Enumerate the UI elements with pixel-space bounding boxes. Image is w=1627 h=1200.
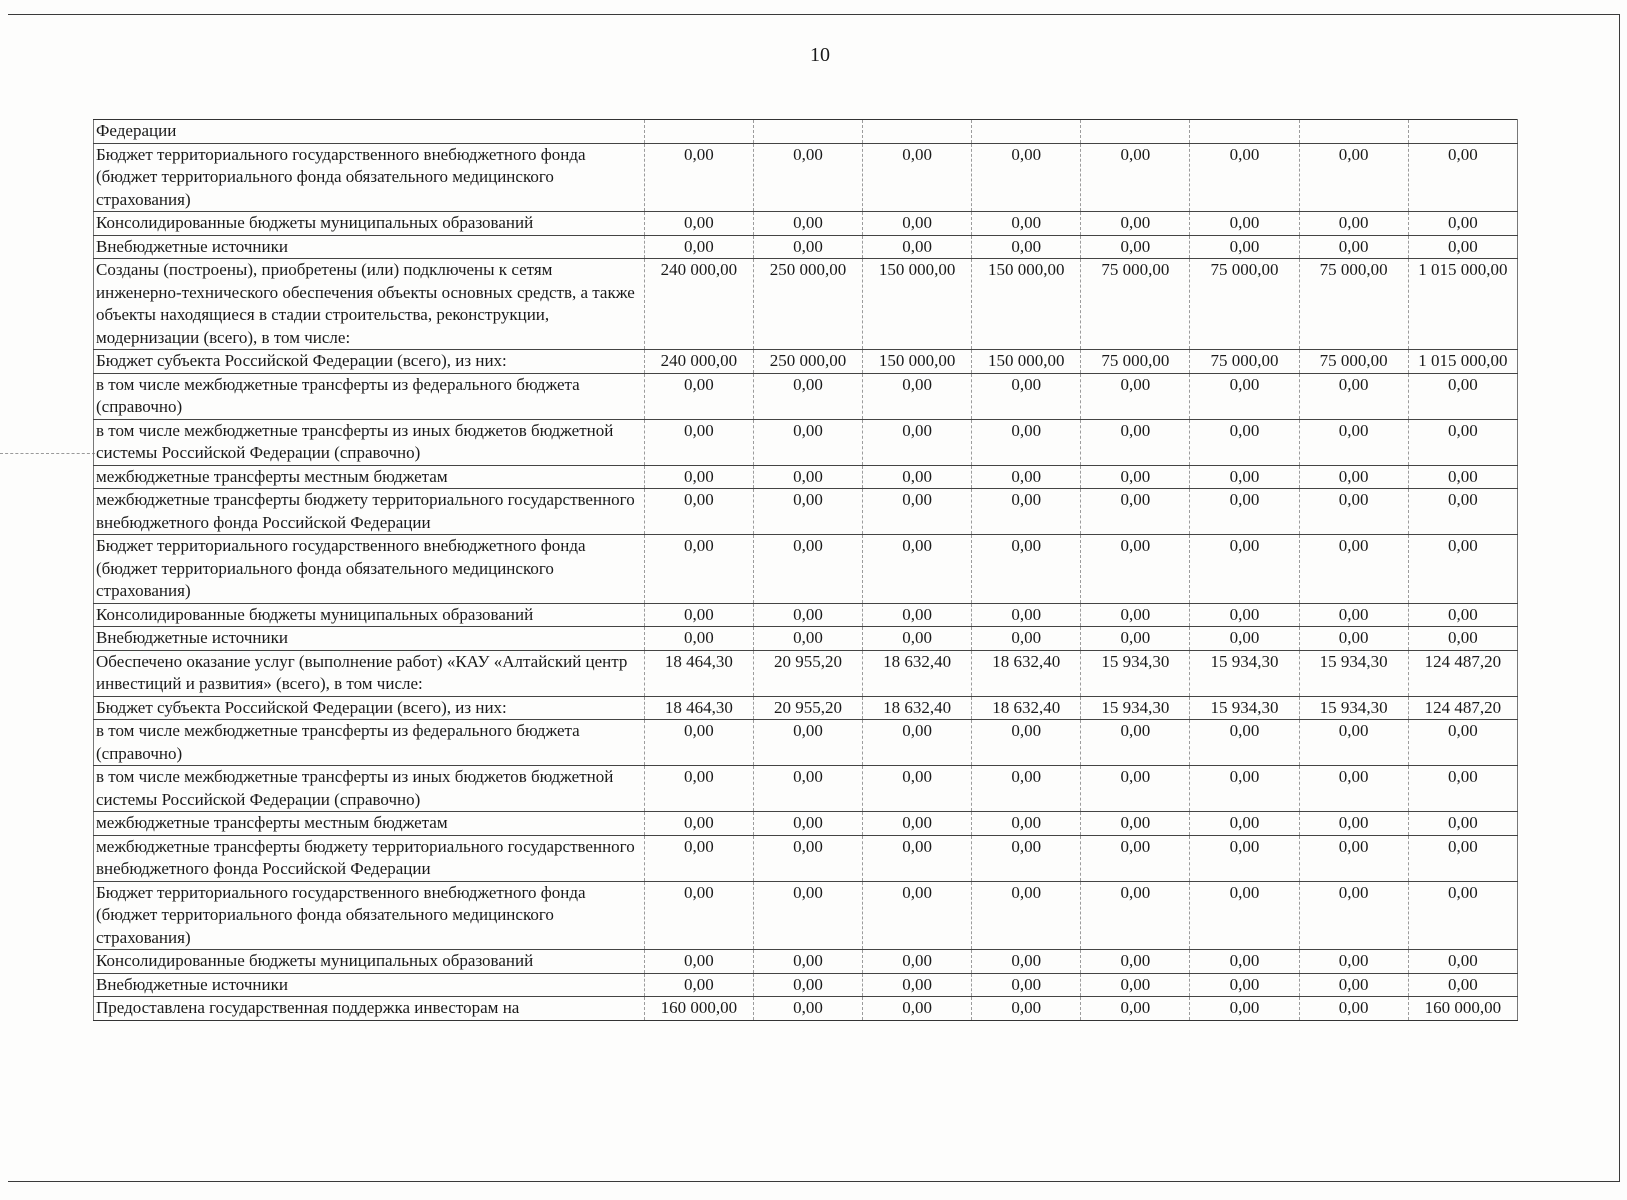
value-cell: 0,00 [972,812,1081,836]
value-cell: 0,00 [753,373,862,419]
row-label: в том числе межбюджетные трансферты из иных бюджетов бюджетной системы Российской Федерации (справочно) [94,419,645,465]
value-cell: 0,00 [1408,212,1517,236]
value-cell: 0,00 [1408,812,1517,836]
value-cell: 0,00 [972,419,1081,465]
row-label: межбюджетные трансферты местным бюджетам [94,465,645,489]
value-cell: 0,00 [972,465,1081,489]
value-cell: 0,00 [1190,489,1299,535]
value-cell: 0,00 [644,603,753,627]
value-cell: 0,00 [863,489,972,535]
value-cell: 0,00 [972,535,1081,604]
row-label: Бюджет территориального государственного внебюджетного фонда (бюджет территориального фонда обязательного медицинского страхования) [94,143,645,212]
value-cell: 75 000,00 [1299,350,1408,374]
scan-artifact-line [0,453,95,454]
value-cell: 0,00 [644,627,753,651]
value-cell: 0,00 [972,997,1081,1021]
value-cell: 250 000,00 [753,259,862,350]
value-cell: 18 464,30 [644,650,753,696]
value-cell: 0,00 [863,535,972,604]
row-label: Федерации [94,120,645,144]
value-cell: 0,00 [1081,535,1190,604]
value-cell: 0,00 [1299,835,1408,881]
value-cell: 0,00 [753,766,862,812]
value-cell: 0,00 [1408,419,1517,465]
value-cell: 0,00 [863,950,972,974]
table-row [94,881,1518,950]
value-cell: 0,00 [1081,997,1190,1021]
value-cell: 160 000,00 [644,997,753,1021]
row-label: Консолидированные бюджеты муниципальных образований [94,603,645,627]
value-cell: 0,00 [972,835,1081,881]
value-cell: 18 632,40 [972,650,1081,696]
value-cell: 0,00 [863,603,972,627]
value-cell: 0,00 [1190,812,1299,836]
page-number: 10 [810,44,830,66]
value-cell: 0,00 [863,143,972,212]
value-cell: 0,00 [972,766,1081,812]
value-cell: 0,00 [644,143,753,212]
value-cell: 0,00 [1299,812,1408,836]
table-row [94,143,1518,212]
value-cell: 0,00 [1081,881,1190,950]
value-cell [753,120,862,144]
table-row [94,535,1518,604]
value-cell: 75 000,00 [1081,259,1190,350]
value-cell: 0,00 [644,419,753,465]
value-cell: 150 000,00 [863,350,972,374]
value-cell: 0,00 [1408,235,1517,259]
table-row [94,696,1518,720]
value-cell: 0,00 [753,812,862,836]
value-cell: 15 934,30 [1081,696,1190,720]
value-cell: 250 000,00 [753,350,862,374]
value-cell: 1 015 000,00 [1408,259,1517,350]
value-cell: 0,00 [753,489,862,535]
value-cell: 0,00 [1408,766,1517,812]
value-cell: 15 934,30 [1081,650,1190,696]
table-row [94,212,1518,236]
row-label: Бюджет территориального государственного внебюджетного фонда (бюджет территориального фонда обязательного медицинского страхования) [94,535,645,604]
value-cell: 240 000,00 [644,350,753,374]
value-cell: 0,00 [863,812,972,836]
value-cell: 0,00 [1299,950,1408,974]
value-cell: 0,00 [1299,973,1408,997]
row-label: Бюджет территориального государственного внебюджетного фонда (бюджет территориального фонда обязательного медицинского страхования) [94,881,645,950]
value-cell: 0,00 [863,419,972,465]
value-cell: 0,00 [1081,212,1190,236]
value-cell: 0,00 [1190,212,1299,236]
row-label: Внебюджетные источники [94,627,645,651]
value-cell: 0,00 [863,881,972,950]
value-cell: 20 955,20 [753,650,862,696]
value-cell: 160 000,00 [1408,997,1517,1021]
value-cell: 0,00 [1190,720,1299,766]
value-cell: 0,00 [753,973,862,997]
row-label: Бюджет субъекта Российской Федерации (всего), из них: [94,696,645,720]
value-cell: 0,00 [1190,973,1299,997]
budget-table [93,119,1518,1021]
value-cell: 0,00 [1081,627,1190,651]
value-cell: 20 955,20 [753,696,862,720]
value-cell: 0,00 [1299,535,1408,604]
value-cell: 0,00 [1299,212,1408,236]
page-frame-top-border [8,14,1620,15]
table-row [94,419,1518,465]
row-label: Внебюджетные источники [94,973,645,997]
row-label: в том числе межбюджетные трансферты из федерального бюджета (справочно) [94,720,645,766]
row-label: межбюджетные трансферты местным бюджетам [94,812,645,836]
value-cell [863,120,972,144]
value-cell: 15 934,30 [1299,650,1408,696]
value-cell: 75 000,00 [1299,259,1408,350]
value-cell: 0,00 [1299,143,1408,212]
value-cell: 124 487,20 [1408,696,1517,720]
value-cell: 150 000,00 [972,350,1081,374]
value-cell: 0,00 [644,720,753,766]
value-cell: 0,00 [753,535,862,604]
value-cell: 75 000,00 [1190,259,1299,350]
value-cell [1299,120,1408,144]
value-cell: 0,00 [644,881,753,950]
value-cell: 0,00 [1408,373,1517,419]
value-cell: 0,00 [1190,419,1299,465]
page-frame-right-border [1619,14,1620,1182]
value-cell [972,120,1081,144]
value-cell: 0,00 [863,835,972,881]
row-label: Созданы (построены), приобретены (или) подключены к сетям инженерно-технического обеспечения объекты основных средств, а также объекты находящиеся в стадии строительства, реконструкции, модернизации (всего), в том числе: [94,259,645,350]
table-row [94,766,1518,812]
value-cell: 0,00 [644,835,753,881]
table-row [94,997,1518,1021]
row-label: Консолидированные бюджеты муниципальных образований [94,950,645,974]
value-cell: 0,00 [1408,835,1517,881]
row-label: межбюджетные трансферты бюджету территориального государственного внебюджетного фонда Российской Федерации [94,489,645,535]
table-row [94,627,1518,651]
value-cell: 0,00 [644,950,753,974]
value-cell: 0,00 [972,603,1081,627]
value-cell: 0,00 [1299,766,1408,812]
row-label: Обеспечено оказание услуг (выполнение работ) «КАУ «Алтайский центр инвестиций и развития» (всего), в том числе: [94,650,645,696]
value-cell: 0,00 [972,720,1081,766]
value-cell: 0,00 [644,535,753,604]
value-cell: 0,00 [1408,720,1517,766]
table-row [94,812,1518,836]
value-cell: 124 487,20 [1408,650,1517,696]
value-cell: 0,00 [1081,950,1190,974]
value-cell: 75 000,00 [1081,350,1190,374]
value-cell [1081,120,1190,144]
value-cell: 0,00 [1081,419,1190,465]
value-cell: 0,00 [1408,950,1517,974]
value-cell: 15 934,30 [1299,696,1408,720]
value-cell: 0,00 [1408,143,1517,212]
row-label: в том числе межбюджетные трансферты из иных бюджетов бюджетной системы Российской Федерации (справочно) [94,766,645,812]
table-row [94,120,1518,144]
value-cell: 0,00 [644,973,753,997]
value-cell: 0,00 [753,603,862,627]
value-cell: 0,00 [1190,997,1299,1021]
table-row [94,720,1518,766]
value-cell: 0,00 [753,881,862,950]
value-cell: 0,00 [1408,627,1517,651]
value-cell: 0,00 [863,973,972,997]
value-cell: 0,00 [1408,881,1517,950]
value-cell: 0,00 [644,465,753,489]
value-cell: 1 015 000,00 [1408,350,1517,374]
value-cell: 0,00 [972,373,1081,419]
value-cell: 0,00 [1299,997,1408,1021]
value-cell: 0,00 [972,627,1081,651]
value-cell: 0,00 [1190,143,1299,212]
value-cell: 0,00 [644,812,753,836]
value-cell: 0,00 [644,373,753,419]
value-cell: 0,00 [644,766,753,812]
value-cell: 0,00 [644,489,753,535]
value-cell: 0,00 [1190,835,1299,881]
value-cell: 0,00 [753,720,862,766]
value-cell: 0,00 [863,766,972,812]
value-cell: 150 000,00 [972,259,1081,350]
value-cell: 0,00 [1081,812,1190,836]
value-cell: 0,00 [1299,603,1408,627]
row-label: Внебюджетные источники [94,235,645,259]
value-cell: 0,00 [863,373,972,419]
value-cell: 0,00 [1081,489,1190,535]
value-cell: 0,00 [1408,465,1517,489]
value-cell: 0,00 [1408,973,1517,997]
value-cell: 0,00 [863,465,972,489]
value-cell: 0,00 [1299,489,1408,535]
table-row [94,835,1518,881]
value-cell: 0,00 [644,212,753,236]
value-cell: 0,00 [1299,465,1408,489]
value-cell: 0,00 [1081,465,1190,489]
value-cell: 0,00 [863,627,972,651]
table-row [94,650,1518,696]
value-cell: 15 934,30 [1190,650,1299,696]
value-cell: 240 000,00 [644,259,753,350]
value-cell [1190,120,1299,144]
page-frame-bottom-border [8,1181,1620,1182]
value-cell: 0,00 [753,212,862,236]
value-cell [1408,120,1517,144]
table-row [94,259,1518,350]
value-cell: 0,00 [972,950,1081,974]
row-label: Бюджет субъекта Российской Федерации (всего), из них: [94,350,645,374]
value-cell: 0,00 [1190,627,1299,651]
value-cell [644,120,753,144]
value-cell: 0,00 [1190,603,1299,627]
value-cell: 0,00 [972,489,1081,535]
value-cell: 0,00 [753,143,862,212]
value-cell: 75 000,00 [1190,350,1299,374]
value-cell: 0,00 [972,973,1081,997]
value-cell: 0,00 [972,143,1081,212]
table-row [94,350,1518,374]
value-cell: 0,00 [863,997,972,1021]
row-label: в том числе межбюджетные трансферты из федерального бюджета (справочно) [94,373,645,419]
value-cell: 0,00 [753,419,862,465]
value-cell: 0,00 [972,881,1081,950]
value-cell: 0,00 [1081,235,1190,259]
value-cell: 0,00 [1081,373,1190,419]
table-row [94,973,1518,997]
value-cell: 0,00 [1299,627,1408,651]
value-cell: 0,00 [1190,373,1299,419]
value-cell: 0,00 [1081,766,1190,812]
value-cell: 0,00 [1299,720,1408,766]
value-cell: 0,00 [753,950,862,974]
value-cell: 0,00 [1190,535,1299,604]
value-cell: 0,00 [1299,373,1408,419]
value-cell: 0,00 [863,235,972,259]
value-cell: 0,00 [753,235,862,259]
value-cell: 18 632,40 [863,696,972,720]
value-cell: 18 632,40 [863,650,972,696]
value-cell: 150 000,00 [863,259,972,350]
value-cell: 0,00 [1081,835,1190,881]
table-row [94,489,1518,535]
value-cell: 0,00 [1299,235,1408,259]
row-label: Предоставлена государственная поддержка инвесторам на [94,997,645,1021]
value-cell: 0,00 [753,627,862,651]
value-cell: 0,00 [972,212,1081,236]
value-cell: 0,00 [1408,603,1517,627]
value-cell: 0,00 [1190,766,1299,812]
value-cell: 18 632,40 [972,696,1081,720]
value-cell: 15 934,30 [1190,696,1299,720]
table-row [94,465,1518,489]
value-cell: 0,00 [1299,419,1408,465]
value-cell: 0,00 [1190,465,1299,489]
value-cell: 0,00 [1190,881,1299,950]
table-row [94,373,1518,419]
value-cell: 0,00 [1081,603,1190,627]
table-row [94,950,1518,974]
value-cell: 0,00 [753,465,862,489]
value-cell: 0,00 [1299,881,1408,950]
value-cell: 0,00 [1190,950,1299,974]
value-cell: 0,00 [863,720,972,766]
table-row [94,235,1518,259]
value-cell: 0,00 [1408,489,1517,535]
value-cell: 0,00 [863,212,972,236]
value-cell: 0,00 [1081,720,1190,766]
value-cell: 0,00 [1081,973,1190,997]
value-cell: 18 464,30 [644,696,753,720]
value-cell: 0,00 [644,235,753,259]
value-cell: 0,00 [1190,235,1299,259]
row-label: Консолидированные бюджеты муниципальных образований [94,212,645,236]
budget-table-body [94,120,1518,1021]
value-cell: 0,00 [972,235,1081,259]
value-cell: 0,00 [1081,143,1190,212]
value-cell: 0,00 [1408,535,1517,604]
value-cell: 0,00 [753,997,862,1021]
value-cell: 0,00 [753,835,862,881]
row-label: межбюджетные трансферты бюджету территориального государственного внебюджетного фонда Российской Федерации [94,835,645,881]
table-row [94,603,1518,627]
